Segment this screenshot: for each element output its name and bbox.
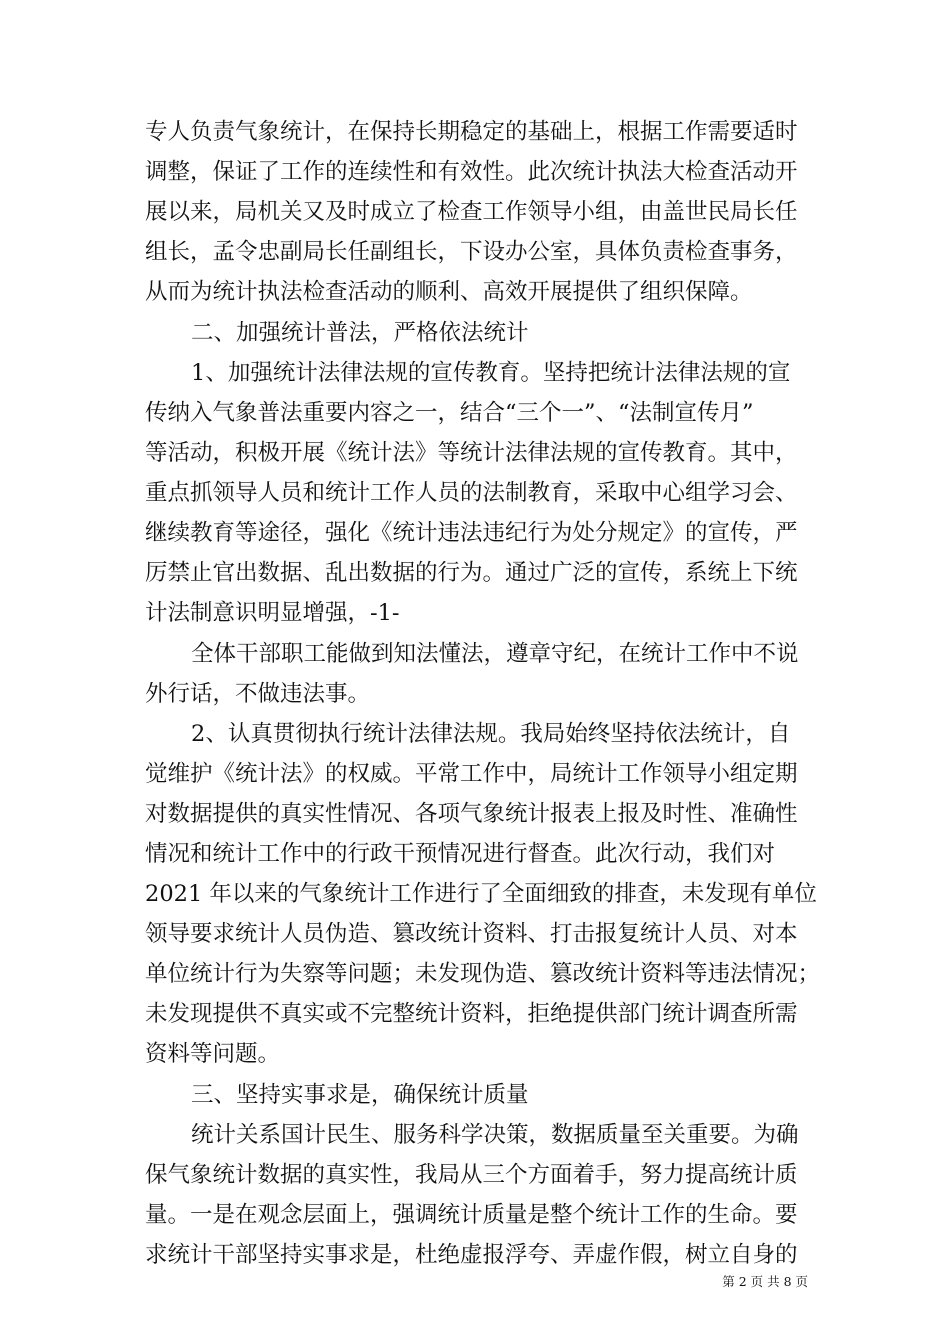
text-line: 专人负责气象统计，在保持长期稳定的基础上，根据工作需要适时 <box>145 119 798 145</box>
text-line: 重点抓领导人员和统计工作人员的法制教育，采取中心组学习会、 <box>145 480 798 506</box>
section-heading-3: 三、坚持实事求是，确保统计质量 <box>191 1082 529 1108</box>
text-line: 领导要求统计人员伪造、篡改统计资料、打击报复统计人员、对本 <box>145 921 798 947</box>
text-line: 觉维护《统计法》的权威。平常工作中，局统计工作领导小组定期 <box>145 761 798 787</box>
text-line: 传纳入气象普法重要内容之一，结合“三个一”、“法制宣传月” <box>145 400 754 426</box>
text-line: 从而为统计执法检查活动的顺利、高效开展提供了组织保障。 <box>145 279 753 305</box>
text-line: 等活动，积极开展《统计法》等统计法律法规的宣传教育。其中， <box>145 440 798 466</box>
text-line: 量。一是在观念层面上，强调统计质量是整个统计工作的生命。要 <box>145 1202 798 1228</box>
text-line: 求统计干部坚持实事求是，杜绝虚报浮夸、弄虚作假，树立自身的 <box>145 1242 798 1268</box>
page-number: 第 2 页 共 8 页 <box>722 1274 808 1289</box>
text-line: 资料等问题。 <box>145 1041 281 1067</box>
text-line: 单位统计行为失察等问题；未发现伪造、篡改统计资料等违法情况； <box>145 961 821 987</box>
text-line: 展以来，局机关又及时成立了检查工作领导小组，由盖世民局长任 <box>145 199 798 225</box>
text-line: 继续教育等途径，强化《统计违法违纪行为处分规定》的宣传，严 <box>145 520 798 546</box>
text-line: 组长，孟令忠副局长任副组长，下设办公室，具体负责检查事务， <box>145 239 798 265</box>
text-line: 厉禁止官出数据、乱出数据的行为。通过广泛的宣传，系统上下统 <box>145 560 798 586</box>
text-line: 调整，保证了工作的连续性和有效性。此次统计执法大检查活动开 <box>145 159 798 185</box>
text-line: 未发现提供不真实或不完整统计资料，拒绝提供部门统计调查所需 <box>145 1001 798 1027</box>
text-line: 外行话，不做违法事。 <box>145 681 371 707</box>
text-line: 全体干部职工能做到知法懂法，遵章守纪，在统计工作中不说 <box>191 641 799 667</box>
text-line: 2021 年以来的气象统计工作进行了全面细致的排查，未发现有单位 <box>145 881 817 907</box>
text-line: 2、认真贯彻执行统计法律法规。我局始终坚持依法统计，自 <box>191 721 791 747</box>
text-line: 情况和统计工作中的行政干预情况进行督查。此次行动，我们对 <box>145 841 776 867</box>
text-line: 统计关系国计民生、服务科学决策，数据质量至关重要。为确 <box>191 1122 799 1148</box>
section-heading-2: 二、加强统计普法，严格依法统计 <box>191 320 529 346</box>
text-line: 1、加强统计法律法规的宣传教育。坚持把统计法律法规的宣 <box>191 360 791 386</box>
text-line: 对数据提供的真实性情况、各项气象统计报表上报及时性、准确性 <box>145 801 798 827</box>
text-line: 保气象统计数据的真实性，我局从三个方面着手，努力提高统计质 <box>145 1162 798 1188</box>
text-line: 计法制意识明显增强，-1- <box>145 600 400 626</box>
